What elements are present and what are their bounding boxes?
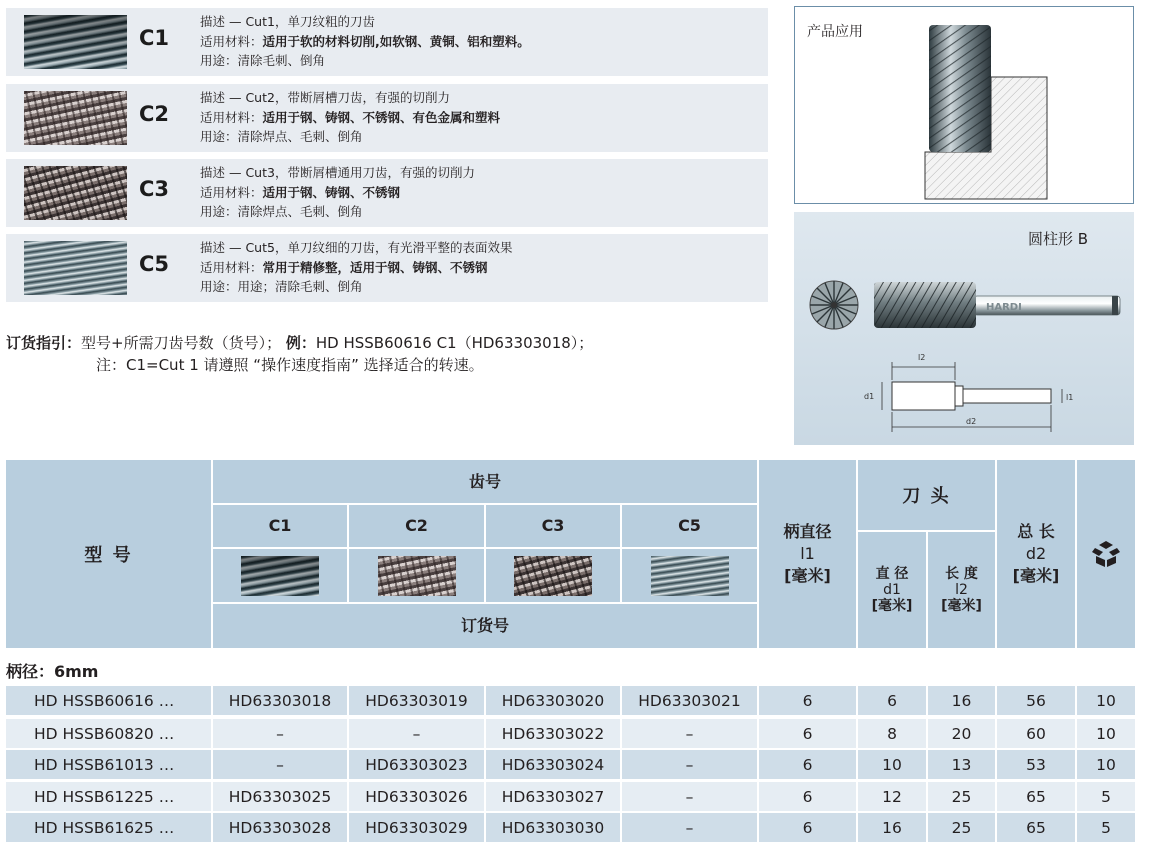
cut-img-c1 xyxy=(213,549,349,604)
cut-c1-image xyxy=(24,15,127,69)
cut-c2-image xyxy=(24,91,127,145)
shank-h2: l1 xyxy=(800,544,815,563)
head-length-cell: 25 xyxy=(928,813,997,842)
material-text: 常用于精修整，适用于钢、铸钢、不锈钢 xyxy=(262,259,488,275)
order-no-c2-cell: HD63303026 xyxy=(349,782,486,811)
dia-h3: [毫米] xyxy=(871,598,913,614)
head-length-cell: 16 xyxy=(928,686,997,715)
dim-d1-label: d1 xyxy=(864,392,875,401)
ordering-guide xyxy=(6,332,593,376)
ordering-guide-line xyxy=(6,332,593,354)
cut-col-c5: C5 xyxy=(622,505,759,549)
dim-l1-label: l1 xyxy=(1066,393,1074,402)
cut-material-line xyxy=(200,258,512,278)
package-qty-cell: 10 xyxy=(1096,724,1116,743)
cut-c5-image xyxy=(24,241,127,295)
cut-img-c2 xyxy=(349,549,486,604)
cut-row-c5 xyxy=(6,234,768,302)
order-no-c5-cell: – xyxy=(622,813,759,842)
cut-use-line: 用途：清除焊点、毛刺、倒角 xyxy=(200,204,363,219)
cut-code: C3 xyxy=(139,177,170,201)
cut-material-line xyxy=(200,183,475,203)
shank-h3: [毫米] xyxy=(784,566,831,585)
ordering-note: 注：C1=Cut 1 请遵照 “操作速度指南” 选择适合的转速。 xyxy=(96,356,484,374)
shank-diameter-cell: 6 xyxy=(759,782,858,811)
cut-img-c5 xyxy=(622,549,759,604)
package-qty-cell: 10 xyxy=(1096,691,1116,710)
total-length-cell: 65 xyxy=(997,782,1077,811)
cut-row-c1 xyxy=(6,8,768,76)
total-h2: d2 xyxy=(1025,544,1047,563)
application-illustration xyxy=(795,7,1135,205)
head-length-cell: 20 xyxy=(928,719,997,748)
model-cell: HD HSSB61625 … xyxy=(6,813,213,842)
total-length-cell: 60 xyxy=(997,719,1077,748)
order-no-c1-cell: HD63303018 xyxy=(213,686,349,715)
order-no-c5-cell: HD63303021 xyxy=(622,686,759,715)
cut-description xyxy=(200,238,512,297)
cut-material-line xyxy=(200,108,500,128)
model-cell: HD HSSB60616 … xyxy=(6,686,213,715)
order-no-c1-cell: – xyxy=(213,719,349,748)
cut-c3-image xyxy=(24,166,127,220)
len-h2: l2 xyxy=(955,582,968,598)
example-text: HD HSSB60616 C1（HD63303018）； xyxy=(315,334,594,352)
shank-h1: 柄直径 xyxy=(783,522,832,541)
cut-code: C2 xyxy=(139,102,170,126)
material-label: 适用材料： xyxy=(200,259,263,275)
cut-desc-line: 描述 — Cut2，带断屑槽刀齿，有强的切削力 xyxy=(200,90,450,105)
shank-diameter-header xyxy=(759,460,858,650)
order-no-c5-cell: – xyxy=(622,782,759,811)
cut-description xyxy=(200,12,530,71)
head-length-cell: 13 xyxy=(928,750,997,779)
package-qty-cell: 5 xyxy=(1101,818,1111,837)
total-h1: 总 长 xyxy=(1017,522,1055,541)
order-no-c1-cell: HD63303025 xyxy=(213,782,349,811)
shank-diameter-cell: 6 xyxy=(759,813,858,842)
len-h3: [毫米] xyxy=(941,598,982,614)
package-qty-cell: 10 xyxy=(1096,755,1116,774)
material-text: 适用于钢、铸钢、不锈钢、有色金属和塑料 xyxy=(262,109,501,125)
model-cell: HD HSSB61225 … xyxy=(6,782,213,811)
table-row xyxy=(6,719,1135,748)
package-quantity-header xyxy=(1077,460,1135,650)
material-label: 适用材料： xyxy=(200,33,263,49)
order-no-c1-cell: HD63303028 xyxy=(213,813,349,842)
cylinder-shape-label: 圆柱形 B xyxy=(1028,230,1089,248)
cut-code: C1 xyxy=(139,26,170,50)
cut-number-header: 齿号 xyxy=(213,460,759,505)
cut-description xyxy=(200,163,475,222)
cut-use-line: 用途：用途；清除毛刺、倒角 xyxy=(200,279,363,294)
table-row xyxy=(6,782,1135,811)
example-label: 例： xyxy=(285,334,316,352)
cut-description xyxy=(200,88,500,147)
order-no-c2-cell: HD63303029 xyxy=(349,813,486,842)
order-no-c5-cell: – xyxy=(622,719,759,748)
total-length-cell: 56 xyxy=(997,686,1077,715)
dim-l2-label: l2 xyxy=(918,353,926,362)
order-no-c2-cell: HD63303019 xyxy=(349,686,486,715)
table-row xyxy=(6,686,1135,715)
head-diameter-cell: 12 xyxy=(858,782,928,811)
head-length-header xyxy=(928,532,997,650)
order-no-c3-cell: HD63303027 xyxy=(486,782,622,811)
cut-use-line: 用途：清除焊点、毛刺、倒角 xyxy=(200,129,363,144)
cut-img-c3 xyxy=(486,549,622,604)
material-text: 适用于软的材料切削,如软钢、黄铜、铝和塑料。 xyxy=(262,33,530,49)
head-diameter-header xyxy=(858,532,928,650)
head-length-cell: 25 xyxy=(928,782,997,811)
ordering-guide-label: 订货指引： xyxy=(6,334,82,352)
order-no-c2-cell: HD63303023 xyxy=(349,750,486,779)
cut-code: C5 xyxy=(139,252,170,276)
material-text: 适用于钢、铸钢、不锈钢 xyxy=(262,184,401,200)
total-length-cell: 65 xyxy=(997,813,1077,842)
order-no-c3-cell: HD63303020 xyxy=(486,686,622,715)
cylinder-b-panel xyxy=(794,212,1134,445)
cut-row-c3 xyxy=(6,159,768,227)
package-icon xyxy=(1091,539,1121,569)
order-no-c3-cell: HD63303022 xyxy=(486,719,622,748)
shank-section-label: 柄径：6mm xyxy=(6,662,99,681)
order-number-header: 订货号 xyxy=(213,604,759,650)
model-cell: HD HSSB60820 … xyxy=(6,719,213,748)
cut-material-line xyxy=(200,32,530,52)
order-no-c3-cell: HD63303030 xyxy=(486,813,622,842)
cut-desc-line: 描述 — Cut1，单刀纹粗的刀齿 xyxy=(200,14,375,29)
total-h3: [毫米] xyxy=(1012,566,1060,585)
cut-col-c3: C3 xyxy=(486,505,622,549)
head-header: 刀 头 xyxy=(858,460,997,532)
head-diameter-cell: 6 xyxy=(858,686,928,715)
product-application-label: 产品应用 xyxy=(807,24,863,40)
cut-col-c2: C2 xyxy=(349,505,486,549)
cut-row-c2 xyxy=(6,84,768,152)
total-length-header xyxy=(997,460,1077,650)
cut-desc-line: 描述 — Cut5，单刀纹细的刀齿，有光滑平整的表面效果 xyxy=(200,240,513,255)
shank-diameter-cell: 6 xyxy=(759,719,858,748)
product-application-panel xyxy=(794,6,1134,204)
dim-d2-label: d2 xyxy=(966,417,977,426)
order-no-c2-cell: – xyxy=(349,719,486,748)
len-h1: 长 度 xyxy=(945,566,978,582)
dia-h1: 直 径 xyxy=(875,566,909,582)
material-label: 适用材料： xyxy=(200,109,263,125)
cut-col-c1: C1 xyxy=(213,505,349,549)
head-diameter-cell: 16 xyxy=(858,813,928,842)
head-diameter-cell: 8 xyxy=(858,719,928,748)
ordering-guide-text: 型号+所需刀齿号数（货号）； xyxy=(81,334,282,352)
order-no-c3-cell: HD63303024 xyxy=(486,750,622,779)
table-row xyxy=(6,813,1135,842)
cut-use-line: 用途：清除毛刺、倒角 xyxy=(200,53,326,68)
order-no-c5-cell: – xyxy=(622,750,759,779)
brand-mark: HARDI xyxy=(986,302,1022,313)
model-header: 型 号 xyxy=(6,460,213,650)
cut-desc-line: 描述 — Cut3，带断屑槽通用刀齿，有强的切削力 xyxy=(200,165,475,180)
material-label: 适用材料： xyxy=(200,184,263,200)
model-cell: HD HSSB61013 … xyxy=(6,750,213,779)
cylinder-b-illustration xyxy=(794,212,1134,445)
table-row xyxy=(6,750,1135,779)
package-qty-cell: 5 xyxy=(1101,787,1111,806)
total-length-cell: 53 xyxy=(997,750,1077,779)
shank-diameter-cell: 6 xyxy=(759,686,858,715)
head-diameter-cell: 10 xyxy=(858,750,928,779)
shank-diameter-cell: 6 xyxy=(759,750,858,779)
order-no-c1-cell: – xyxy=(213,750,349,779)
dia-h2: d1 xyxy=(883,582,901,598)
